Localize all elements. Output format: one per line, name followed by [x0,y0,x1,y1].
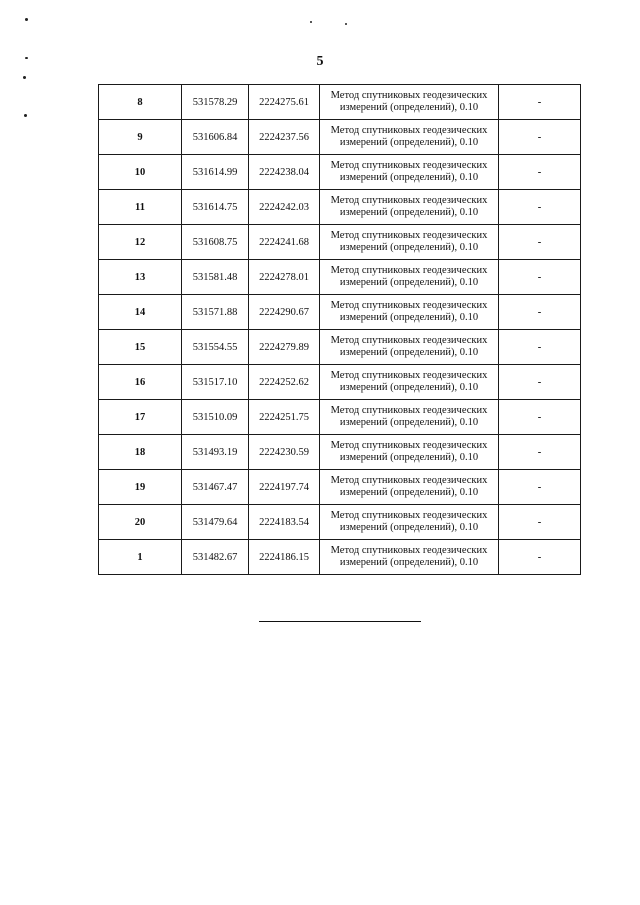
method-cell [320,330,499,365]
method-line-2: измерений (определений), 0.10 [339,487,479,498]
method-cell [320,155,499,190]
x-coordinate-cell: 531581.48 [182,260,249,295]
x-coordinate-cell: 531482.67 [182,540,249,575]
table-row [99,330,581,365]
method-cell [320,120,499,155]
method-line-1: Метод спутниковых геодезических [330,405,488,416]
note-cell: - [499,470,581,505]
scan-speck [24,114,27,117]
x-coordinate-cell: 531578.29 [182,85,249,120]
note-cell: - [499,120,581,155]
method-cell [320,435,499,470]
note-cell: - [499,540,581,575]
note-cell: - [499,295,581,330]
method-line-2: измерений (определений), 0.10 [339,102,479,113]
point-number-cell: 19 [99,470,182,505]
note-cell: - [499,435,581,470]
note-cell: - [499,400,581,435]
y-coordinate-cell: 2224242.03 [249,190,320,225]
point-number-cell: 20 [99,505,182,540]
point-number-cell: 10 [99,155,182,190]
table-row [99,365,581,400]
method-line-1: Метод спутниковых геодезических [330,265,488,276]
y-coordinate-cell: 2224251.75 [249,400,320,435]
scan-speck [345,23,347,25]
table-row [99,400,581,435]
method-line-2: измерений (определений), 0.10 [339,172,479,183]
table-row [99,470,581,505]
point-number-cell: 1 [99,540,182,575]
x-coordinate-cell: 531614.99 [182,155,249,190]
y-coordinate-cell: 2224237.56 [249,120,320,155]
x-coordinate-cell: 531606.84 [182,120,249,155]
method-line-2: измерений (определений), 0.10 [339,207,479,218]
coordinates-table-body [99,85,581,575]
method-cell [320,260,499,295]
table-row [99,295,581,330]
method-line-2: измерений (определений), 0.10 [339,277,479,288]
end-of-document-line [259,621,421,622]
table-row [99,540,581,575]
note-cell: - [499,155,581,190]
method-line-2: измерений (определений), 0.10 [339,417,479,428]
y-coordinate-cell: 2224183.54 [249,505,320,540]
note-cell: - [499,225,581,260]
point-number-cell: 18 [99,435,182,470]
table-row [99,155,581,190]
note-cell: - [499,190,581,225]
table-row [99,505,581,540]
x-coordinate-cell: 531571.88 [182,295,249,330]
method-line-1: Метод спутниковых геодезических [330,510,488,521]
x-coordinate-cell: 531608.75 [182,225,249,260]
method-line-1: Метод спутниковых геодезических [330,370,488,381]
x-coordinate-cell: 531479.64 [182,505,249,540]
y-coordinate-cell: 2224252.62 [249,365,320,400]
note-cell: - [499,260,581,295]
point-number-cell: 13 [99,260,182,295]
scan-speck [25,18,28,21]
method-line-2: измерений (определений), 0.10 [339,557,479,568]
x-coordinate-cell: 531467.47 [182,470,249,505]
point-number-cell: 8 [99,85,182,120]
method-line-1: Метод спутниковых геодезических [330,160,488,171]
y-coordinate-cell: 2224279.89 [249,330,320,365]
y-coordinate-cell: 2224290.67 [249,295,320,330]
method-cell [320,540,499,575]
table-row [99,120,581,155]
x-coordinate-cell: 531554.55 [182,330,249,365]
method-cell [320,470,499,505]
method-line-1: Метод спутниковых геодезических [330,230,488,241]
method-cell [320,190,499,225]
note-cell: - [499,85,581,120]
table-row [99,260,581,295]
point-number-cell: 11 [99,190,182,225]
y-coordinate-cell: 2224230.59 [249,435,320,470]
point-number-cell: 17 [99,400,182,435]
y-coordinate-cell: 2224238.04 [249,155,320,190]
note-cell: - [499,365,581,400]
page-number: 5 [316,54,324,69]
method-line-1: Метод спутниковых геодезических [330,125,488,136]
x-coordinate-cell: 531493.19 [182,435,249,470]
scan-speck [23,76,26,79]
method-cell [320,400,499,435]
method-cell [320,505,499,540]
method-cell [320,295,499,330]
table-row [99,190,581,225]
x-coordinate-cell: 531517.10 [182,365,249,400]
method-line-2: измерений (определений), 0.10 [339,312,479,323]
method-line-2: измерений (определений), 0.10 [339,242,479,253]
y-coordinate-cell: 2224275.61 [249,85,320,120]
method-cell [320,85,499,120]
x-coordinate-cell: 531614.75 [182,190,249,225]
table-row [99,225,581,260]
y-coordinate-cell: 2224197.74 [249,470,320,505]
method-line-1: Метод спутниковых геодезических [330,545,488,556]
note-cell: - [499,330,581,365]
method-cell [320,365,499,400]
method-line-1: Метод спутниковых геодезических [330,300,488,311]
table-row [99,435,581,470]
method-line-1: Метод спутниковых геодезических [330,90,488,101]
point-number-cell: 16 [99,365,182,400]
point-number-cell: 12 [99,225,182,260]
table-row [99,85,581,120]
method-line-1: Метод спутниковых геодезических [330,440,488,451]
x-coordinate-cell: 531510.09 [182,400,249,435]
method-line-2: измерений (определений), 0.10 [339,522,479,533]
method-line-2: измерений (определений), 0.10 [339,452,479,463]
method-line-2: измерений (определений), 0.10 [339,347,479,358]
y-coordinate-cell: 2224241.68 [249,225,320,260]
point-number-cell: 9 [99,120,182,155]
method-line-1: Метод спутниковых геодезических [330,335,488,346]
scan-speck [310,21,312,23]
method-line-2: измерений (определений), 0.10 [339,137,479,148]
point-number-cell: 14 [99,295,182,330]
y-coordinate-cell: 2224278.01 [249,260,320,295]
coordinates-table [98,84,581,575]
method-line-1: Метод спутниковых геодезических [330,475,488,486]
method-line-1: Метод спутниковых геодезических [330,195,488,206]
point-number-cell: 15 [99,330,182,365]
y-coordinate-cell: 2224186.15 [249,540,320,575]
note-cell: - [499,505,581,540]
method-cell [320,225,499,260]
method-line-2: измерений (определений), 0.10 [339,382,479,393]
